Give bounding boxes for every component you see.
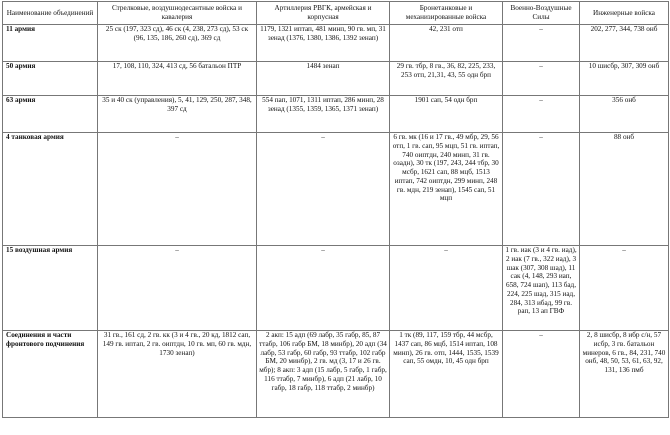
header-rifle: Стрелковые, воздушнодесантные войска и кавалерия [98, 2, 257, 25]
air-cell: 1 гв. иак (3 и 4 гв. иад), 2 иак (7 гв., 322 иад), 3 шак (307, 308 шад), 11 сак (4, 148, 293 иап, 658, 724 шап), 113 бад, 224, 225 шад, 315 иад, 284, 313 ибад, 99 гв. рап, 13 ап ГВФ [503, 246, 580, 331]
formation-name: 50 армия [3, 62, 98, 96]
armor-cell: 6 гв. мк (16 и 17 гв., 49 мбр, 29, 56 отп, 1 гв. сап, 95 мцп, 51 гв. иптап, 740 оиптдн, 240 минп, 31 гв. озадн), 30 тк (197, 243, 244 тбр, 30 мсбр, 1621 сап, 88 мцб, 1513 иптап, 742 оиптдн, 299 минп, 248 гв. мдн, 219 зенап), 1545 сап, 51 мцп [390, 133, 503, 246]
table-row [3, 96, 669, 133]
formation-name: 4 танковая армия [3, 133, 98, 246]
engineer-cell: 2, 8 шисбр, 8 ибр с/н, 57 исбр, 3 гв. батальон минеров, 6 гв., 84, 231, 740 онб, 48, 50, 53, 61, 63, 92, 131, 136 пмб [580, 331, 669, 418]
air-cell: – [503, 25, 580, 62]
rifle-cell: – [98, 246, 257, 331]
header-engineer: Инженерные войска [580, 2, 669, 25]
rifle-cell: 31 гв., 161 сд, 2 гв. кк (3 и 4 гв., 20 кд, 1812 сап, 149 гв. иптап, 2 гв. оиптдн, 10 гв. мп, 60 гв. мдн, 1730 зенап) [98, 331, 257, 418]
engineer-cell: 10 шисбр, 307, 309 онб [580, 62, 669, 96]
formation-name: 63 армия [3, 96, 98, 133]
rifle-cell: 17, 108, 110, 324, 413 сд, 56 батальон ПТР [98, 62, 257, 96]
artillery-cell: 1484 зенап [257, 62, 390, 96]
armor-cell: 1 тк (89, 117, 159 тбр, 44 мсбр, 1437 сап, 86 мцб, 1514 иптап, 108 минп), 26 гв. отп, 1444, 1535, 1539 сап, 55 омдн, 10, 45 одн брп [390, 331, 503, 418]
artillery-cell: 2 акп: 15 адп (69 лабр, 35 габр, 85, 87 ттабр, 106 габр БМ, 18 минбр), 20 адп (34 лабр, 53 габр, 60 габр, 93 ттабр, 102 габр БМ, 20 минбр), 2 гв. мд (3, 17 и 26 гв. мбр); 8 акп: 3 адп (15 лабр, 5 габр, 1 габр, 116 ттабр, 7 минбр), 6 адп (21 лабр, 10 габр, 18 габр, 118 ттабр, 2 минбр) [257, 331, 390, 418]
armor-cell: 29 гв. тбр, 8 гв., 36, 82, 225, 233, 253 отп, 21,31, 43, 55 одн брп [390, 62, 503, 96]
rifle-cell: – [98, 133, 257, 246]
engineer-cell: 88 онб [580, 133, 669, 246]
army-composition-table [2, 1, 669, 418]
table-row [3, 133, 669, 246]
formation-name: 15 воздушная армия [3, 246, 98, 331]
air-cell: – [503, 96, 580, 133]
engineer-cell: 356 онб [580, 96, 669, 133]
artillery-cell: 1179, 1321 иптап, 481 минп, 90 гв. мп, 31 зенад (1376, 1380, 1386, 1392 зенап) [257, 25, 390, 62]
table-row [3, 246, 669, 331]
formation-name: 11 армия [3, 25, 98, 62]
header-formation: Наименование объединений [3, 2, 98, 25]
formation-name: Соединения и части фронтового подчинения [3, 331, 98, 418]
header-air: Военно-Воздушные Силы [503, 2, 580, 25]
table-row [3, 331, 669, 418]
air-cell: – [503, 133, 580, 246]
engineer-cell: 202, 277, 344, 738 онб [580, 25, 669, 62]
air-cell: – [503, 331, 580, 418]
armor-cell: 1901 сап, 54 одн брп [390, 96, 503, 133]
artillery-cell: 554 пап, 1071, 1311 иптап, 286 минп, 28 зенад (1355, 1359, 1365, 1371 зенап) [257, 96, 390, 133]
table-row [3, 62, 669, 96]
header-armor: Бронетанковые и механизированные войска [390, 2, 503, 25]
air-cell: – [503, 62, 580, 96]
rifle-cell: 25 ск (197, 323 сд), 46 ск (4, 238, 273 сд), 53 ск (96, 135, 186, 260 сд), 369 сд [98, 25, 257, 62]
artillery-cell: – [257, 133, 390, 246]
armor-cell: 42, 231 отп [390, 25, 503, 62]
rifle-cell: 35 и 40 ск (управления), 5, 41, 129, 250, 287, 348, 397 сд [98, 96, 257, 133]
header-artillery: Артиллерия РВГК, армейская и корпусная [257, 2, 390, 25]
table-header [3, 2, 669, 25]
engineer-cell: – [580, 246, 669, 331]
artillery-cell: – [257, 246, 390, 331]
table-row [3, 25, 669, 62]
armor-cell: – [390, 246, 503, 331]
